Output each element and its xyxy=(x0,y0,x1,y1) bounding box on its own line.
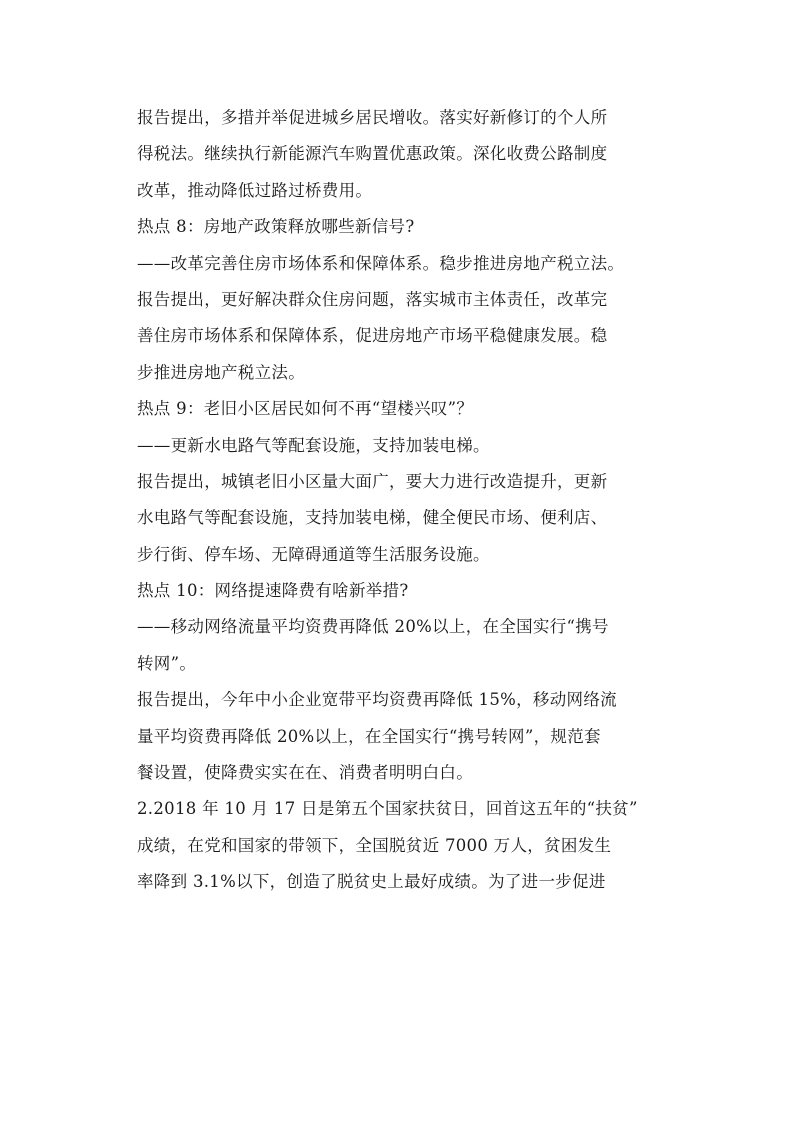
text-line: 改革，推动降低过路过桥费用。 xyxy=(137,180,373,200)
text-line: 水电路气等配套设施，支持加装电梯，健全便民市场、便利店、 xyxy=(137,508,608,528)
text-line: 步推进房地产税立法。 xyxy=(137,362,305,382)
text-line: 善住房市场体系和保障体系，促进房地产市场平稳健康发展。稳 xyxy=(137,326,608,346)
section-heading: 热点 8：房地产政策释放哪些新信号? xyxy=(137,217,415,237)
text-line: 得税法。继续执行新能源汽车购置优惠政策。深化收费公路制度 xyxy=(137,144,608,164)
section-heading: 热点 9：老旧小区居民如何不再“望楼兴叹”？ xyxy=(137,399,474,419)
text-line: 报告提出，城镇老旧小区量大面广，要大力进行改造提升，更新 xyxy=(137,471,608,491)
document-body xyxy=(137,100,667,901)
text-line: 量平均资费再降低 20%以上，在全国实行“携号转网”，规范套 xyxy=(137,726,601,746)
text-line: 率降到 3.1%以下，创造了脱贫史上最好成绩。为了进一步促进 xyxy=(137,872,606,892)
text-line: 餐设置，使降费实实在在、消费者明明白白。 xyxy=(137,763,473,783)
text-line: 报告提出，今年中小企业宽带平均资费再降低 15%，移动网络流 xyxy=(137,690,617,710)
text-line: 报告提出，更好解决群众住房问题，落实城市主体责任，改革完 xyxy=(137,289,608,309)
section-heading: 热点 10：网络提速降费有啥新举措? xyxy=(137,581,409,601)
text-line: 转网”。 xyxy=(137,653,197,673)
text-line: 2.2018 年 10 月 17 日是第五个国家扶贫日，回首这五年的“扶贫” xyxy=(137,799,638,819)
text-line: 成绩，在党和国家的带领下，全国脱贫近 7000 万人，贫困发生 xyxy=(137,835,612,855)
text-line: ——更新水电路气等配套设施，支持加装电梯。 xyxy=(137,435,490,455)
text-line: 步行街、停车场、无障碍通道等生活服务设施。 xyxy=(137,544,490,564)
text-line: ——改革完善住房市场体系和保障体系。稳步推进房地产税立法。 xyxy=(137,253,625,273)
text-line: ——移动网络流量平均资费再降低 20%以上，在全国实行“携号 xyxy=(137,617,609,637)
text-line: 报告提出，多措并举促进城乡居民增收。落实好新修订的个人所 xyxy=(137,108,608,127)
